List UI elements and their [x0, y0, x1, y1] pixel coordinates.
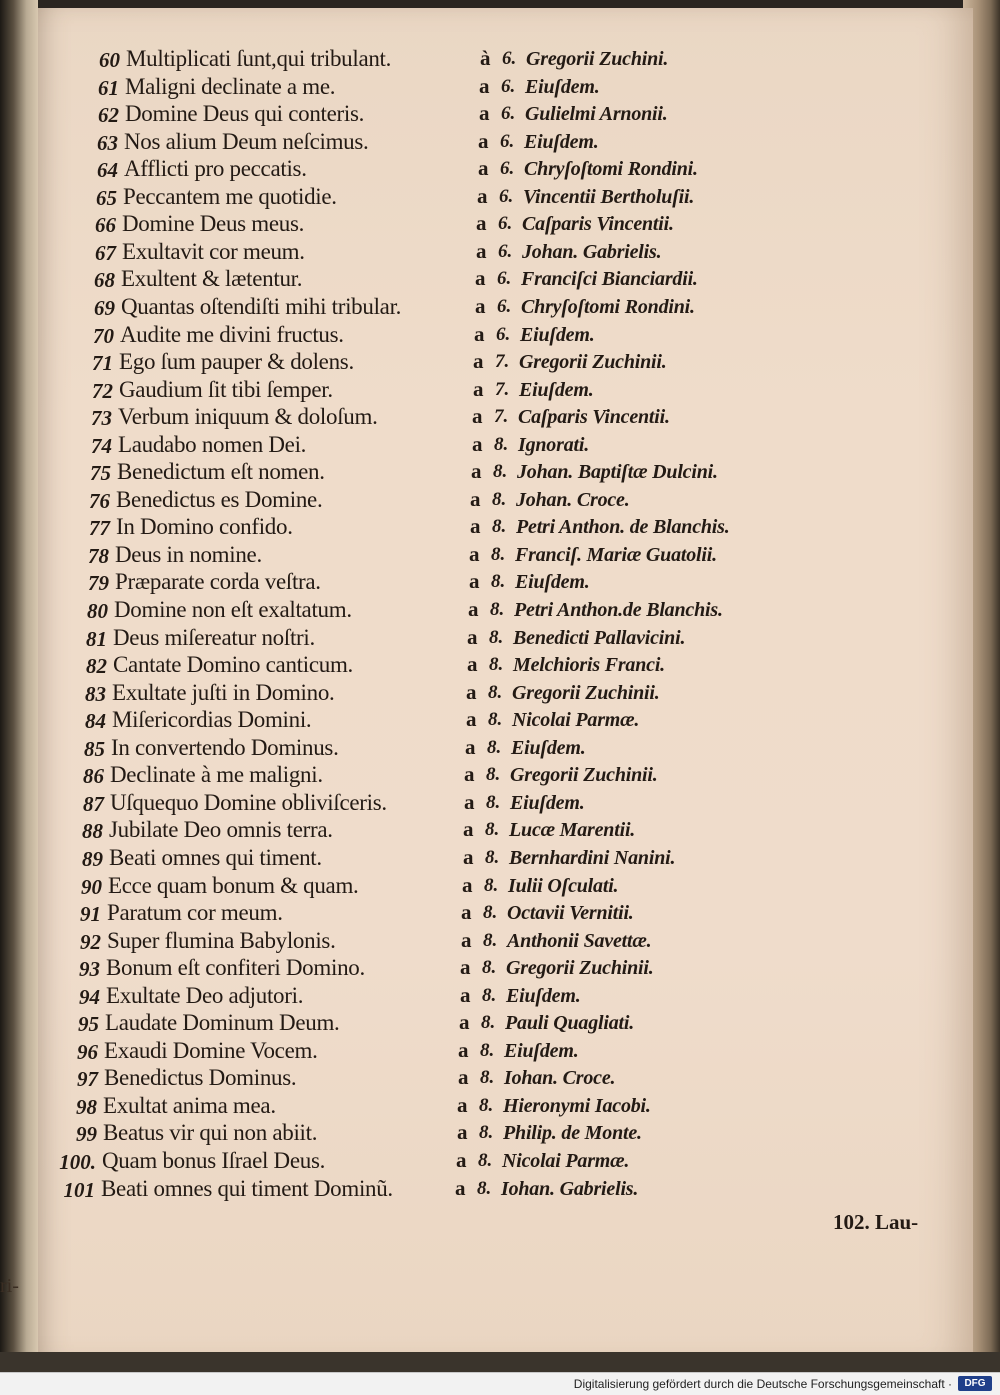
- entry-voice-prefix: a: [457, 1093, 468, 1117]
- entry-title: Beatus vir qui non abiit.: [103, 1120, 318, 1145]
- entry-title: Domine Deus meus.: [122, 211, 305, 236]
- entry-title: Quantas oſtendiſti mihi tribular.: [121, 294, 402, 319]
- index-entry: [61, 186, 821, 214]
- index-entry: [47, 847, 807, 875]
- entry-voice-prefix: a: [472, 432, 483, 456]
- entry-voice-prefix: a: [464, 762, 475, 786]
- entry-voice-prefix: a: [470, 514, 481, 538]
- entry-voice-prefix: a: [475, 266, 486, 290]
- entry-voice-count: 8.: [478, 1150, 493, 1171]
- entry-composer: Gregorii Zuchini.: [526, 48, 669, 70]
- entry-title: Exaudi Domine Vocem.: [104, 1038, 318, 1063]
- entry-composer: Petri Anthon. de Blanchis.: [516, 516, 730, 538]
- entry-number: 80: [87, 599, 108, 623]
- entry-voice-count: 8.: [484, 875, 499, 896]
- entry-number: 70: [93, 324, 114, 348]
- entry-title: Audite me divini fructus.: [120, 322, 344, 347]
- entry-number: 83: [85, 682, 106, 706]
- index-entry: [57, 351, 817, 379]
- entry-number: 73: [91, 406, 112, 430]
- entry-composer: Iulii Oſculati.: [508, 875, 619, 897]
- entry-title: Laudabo nomen Dei.: [118, 432, 307, 457]
- index-entry: [52, 599, 812, 627]
- entry-voice-count: 8.: [482, 985, 497, 1006]
- entry-voice-count: 6.: [498, 213, 513, 234]
- entry-voice-count: 6.: [498, 241, 513, 262]
- entry-number: 60: [99, 48, 120, 72]
- entry-composer: Nicolai Parmæ.: [502, 1150, 630, 1172]
- entry-composer: Gregorii Zuchinii.: [519, 351, 667, 373]
- entry-voice-count: 6.: [497, 268, 512, 289]
- entry-title: Afflicti pro peccatis.: [124, 156, 307, 181]
- entry-voice-count: 6.: [500, 158, 515, 179]
- entry-voice-prefix: a: [458, 1038, 469, 1062]
- entry-title: Præparate corda veſtra.: [115, 569, 321, 594]
- entry-title: Exultent & lætentur.: [121, 266, 303, 291]
- entry-voice-count: 8.: [481, 1012, 496, 1033]
- entry-title: Quam bonus Iſrael Deus.: [102, 1148, 326, 1173]
- entry-voice-prefix: a: [455, 1176, 466, 1200]
- scan-bottom-band: [0, 1352, 1000, 1372]
- entry-number: 97: [77, 1067, 98, 1091]
- entry-number: 62: [98, 103, 119, 127]
- entry-voice-prefix: a: [456, 1148, 467, 1172]
- entry-voice-prefix: a: [477, 184, 488, 208]
- entry-title: Ego ſum pauper & dolens.: [119, 349, 354, 374]
- entry-voice-prefix: a: [465, 735, 476, 759]
- entry-composer: Chryſoſtomi Rondini.: [521, 296, 695, 318]
- entry-number: 74: [91, 434, 112, 458]
- index-entry: [53, 571, 813, 599]
- entry-number: 75: [90, 461, 111, 485]
- entry-voice-prefix: a: [466, 707, 477, 731]
- entry-voice-count: 8.: [486, 792, 501, 813]
- index-entry: [40, 1150, 800, 1178]
- entry-voice-prefix: a: [469, 542, 480, 566]
- entry-number: 78: [88, 544, 109, 568]
- entry-composer: Gregorii Zuchinii.: [512, 682, 660, 704]
- entry-title: Nos alium Deum neſcimus.: [124, 129, 369, 154]
- entry-number: 86: [83, 764, 104, 788]
- entry-composer: Johan. Croce.: [516, 489, 630, 511]
- entry-title: Deus in nomine.: [115, 542, 262, 567]
- index-entry: [60, 213, 820, 241]
- index-entry: [59, 268, 819, 296]
- entry-voice-prefix: a: [457, 1120, 468, 1144]
- entry-title: Domine Deus qui conteris.: [125, 101, 365, 126]
- entry-voice-prefix: a: [462, 873, 473, 897]
- index-entry: [55, 461, 815, 489]
- entry-voice-count: 8.: [483, 902, 498, 923]
- index-entry: [53, 544, 813, 572]
- entry-composer: Johan. Gabrielis.: [522, 241, 662, 263]
- entry-voice-count: 7.: [495, 351, 510, 372]
- entry-title: Benedictum eſt nomen.: [117, 459, 325, 484]
- entry-voice-count: 8.: [485, 819, 500, 840]
- entry-voice-prefix: a: [471, 459, 482, 483]
- entry-voice-prefix: a: [473, 377, 484, 401]
- entry-number: 85: [84, 737, 105, 761]
- entry-voice-count: 8.: [488, 682, 503, 703]
- entry-title: Benedictus Dominus.: [104, 1065, 297, 1090]
- index-entry: [59, 296, 819, 324]
- entry-composer: Eiuſdem.: [504, 1040, 579, 1062]
- index-entry: [50, 682, 810, 710]
- entry-title: Domine non eſt exaltatum.: [114, 597, 352, 622]
- entry-composer: Pauli Quagliati.: [505, 1012, 635, 1034]
- entry-voice-prefix: a: [476, 239, 487, 263]
- index-entry: [46, 875, 806, 903]
- entry-voice-count: 8.: [494, 434, 509, 455]
- index-entry: [45, 930, 805, 958]
- entry-number: 72: [92, 379, 113, 403]
- entry-title: Cantate Domino canticum.: [113, 652, 353, 677]
- index-entry: [44, 985, 804, 1013]
- entry-voice-count: 8.: [492, 489, 507, 510]
- entry-title: Benedictus es Domine.: [116, 487, 323, 512]
- entry-composer: Franciſ. Mariæ Guatolii.: [515, 544, 717, 566]
- entry-voice-count: 8.: [485, 847, 500, 868]
- entry-number: 66: [95, 213, 116, 237]
- credit-text: Digitalisierung gefördert durch die Deutsche Forschungsgemeinschaft ·: [573, 1377, 952, 1391]
- entry-voice-prefix: a: [460, 955, 471, 979]
- index-entry: [60, 241, 820, 269]
- entry-voice-prefix: a: [474, 322, 485, 346]
- entry-voice-count: 8.: [491, 571, 506, 592]
- entry-voice-prefix: a: [468, 597, 479, 621]
- digitization-credit-bar: [0, 1372, 1000, 1395]
- entry-title: In Domino confido.: [116, 514, 293, 539]
- entry-title: Declinate à me maligni.: [110, 762, 323, 787]
- entry-voice-prefix: a: [479, 101, 490, 125]
- entry-composer: Eiuſdem.: [506, 985, 581, 1007]
- entry-number: 96: [77, 1040, 98, 1064]
- entry-voice-prefix: a: [470, 487, 481, 511]
- entry-voice-count: 8.: [479, 1095, 494, 1116]
- entry-composer: Iohan. Gabrielis.: [501, 1178, 639, 1200]
- entry-composer: Eiuſdem.: [515, 571, 590, 593]
- index-entry: [54, 489, 814, 517]
- entry-voice-prefix: a: [478, 156, 489, 180]
- entry-title: Miſericordias Domini.: [112, 707, 312, 732]
- entry-voice-count: 8.: [489, 627, 504, 648]
- entry-voice-prefix: a: [460, 983, 471, 1007]
- entry-composer: Nicolai Parmæ.: [512, 709, 640, 731]
- entry-composer: Benedicti Pallavicini.: [513, 627, 686, 649]
- index-entry: [42, 1040, 802, 1068]
- entry-number: 77: [89, 516, 110, 540]
- entry-title: Exultat anima mea.: [103, 1093, 276, 1118]
- entry-composer: Philip. de Monte.: [503, 1122, 642, 1144]
- dfg-logo: DFG: [958, 1376, 992, 1391]
- entry-voice-count: 8.: [479, 1122, 494, 1143]
- entry-composer: Vincentii Bertholuſii.: [523, 186, 695, 208]
- entry-title: Beati omnes qui timent Dominũ.: [101, 1176, 393, 1201]
- index-entry: [47, 819, 807, 847]
- entry-voice-count: 8.: [477, 1178, 492, 1199]
- entry-number: 92: [80, 930, 101, 954]
- index-entry: [41, 1095, 801, 1123]
- entry-number: 67: [95, 241, 116, 265]
- entry-voice-prefix: a: [469, 569, 480, 593]
- entry-title: Gaudium ſit tibi ſemper.: [119, 377, 333, 402]
- entry-voice-count: 8.: [491, 544, 506, 565]
- entry-voice-count: 6.: [500, 131, 515, 152]
- entry-voice-prefix: a: [475, 294, 486, 318]
- entry-voice-count: 8.: [480, 1067, 495, 1088]
- entry-title: Bonum eſt confiteri Domino.: [106, 955, 365, 980]
- index-entry: [57, 379, 817, 407]
- entry-composer: Eiuſdem.: [520, 324, 595, 346]
- adjacent-page-fragment: ri-: [0, 1275, 19, 1297]
- entry-number: 69: [94, 296, 115, 320]
- entry-number: 65: [96, 186, 117, 210]
- entry-voice-count: 7.: [494, 406, 509, 427]
- entry-voice-prefix: a: [464, 790, 475, 814]
- index-entry: [42, 1067, 802, 1095]
- entry-title: Paratum cor meum.: [107, 900, 283, 925]
- entry-voice-count: 8.: [490, 599, 505, 620]
- entry-voice-count: 8.: [488, 709, 503, 730]
- index-entry: [56, 434, 816, 462]
- entry-voice-count: 8.: [482, 957, 497, 978]
- entry-voice-count: 6.: [497, 296, 512, 317]
- entry-composer: Eiuſdem.: [524, 131, 599, 153]
- index-entry: [54, 516, 814, 544]
- entry-number: 91: [80, 902, 101, 926]
- entry-number: 71: [92, 351, 113, 375]
- entry-voice-count: 8.: [480, 1040, 495, 1061]
- entry-composer: Eiuſdem.: [511, 737, 586, 759]
- entry-title: Uſquequo Domine obliviſceris.: [110, 790, 387, 815]
- entry-composer: Petri Anthon.de Blanchis.: [514, 599, 723, 621]
- entry-voice-count: 6.: [502, 48, 517, 69]
- index-entry: [62, 158, 822, 186]
- index-entry: [41, 1122, 801, 1150]
- entry-title: Jubilate Deo omnis terra.: [109, 817, 333, 842]
- entry-title: Maligni declinate a me.: [125, 74, 336, 99]
- entry-title: Multiplicati ſunt,qui tribulant.: [126, 46, 392, 71]
- entry-number: 94: [79, 985, 100, 1009]
- entry-composer: Chryſoſtomi Rondini.: [524, 158, 698, 180]
- entry-voice-prefix: a: [473, 349, 484, 373]
- entry-composer: Eiuſdem.: [519, 379, 594, 401]
- entry-voice-count: 8.: [493, 461, 508, 482]
- index-entry: [56, 406, 816, 434]
- catchword: 102. Lau-: [833, 1210, 919, 1234]
- entry-composer: Octavii Vernitii.: [507, 902, 634, 924]
- index-entry: [50, 709, 810, 737]
- entry-title: Beati omnes qui timent.: [109, 845, 322, 870]
- entry-voice-count: 8.: [486, 764, 501, 785]
- index-entry: [43, 1012, 803, 1040]
- entry-title: Laudate Dominum Deum.: [105, 1010, 340, 1035]
- entry-composer: Eiuſdem.: [510, 792, 585, 814]
- index-entry: [49, 737, 809, 765]
- entry-composer: Gregorii Zuchinii.: [510, 764, 658, 786]
- entry-voice-count: 8.: [492, 516, 507, 537]
- entry-number: 88: [82, 819, 103, 843]
- entry-composer: Lucæ Marentii.: [509, 819, 636, 841]
- entry-number: 63: [97, 131, 118, 155]
- entry-title: Deus miſereatur noſtri.: [113, 625, 315, 650]
- entry-composer: Bernhardini Nanini.: [509, 847, 676, 869]
- entry-number: 64: [97, 158, 118, 182]
- entry-composer: Hieronymi Iacobi.: [503, 1095, 651, 1117]
- index-entry: [44, 957, 804, 985]
- entry-voice-count: 8.: [483, 930, 498, 951]
- entry-number: 81: [86, 627, 107, 651]
- entry-voice-prefix: a: [463, 845, 474, 869]
- entry-title: Ecce quam bonum & quam.: [108, 873, 359, 898]
- entry-number: 99: [76, 1122, 97, 1146]
- entry-voice-count: 6.: [499, 186, 514, 207]
- entry-number: 93: [79, 957, 100, 981]
- entry-composer: Ignorati.: [518, 434, 590, 456]
- entry-composer: Gulielmi Arnonii.: [525, 103, 668, 125]
- entry-voice-count: 7.: [495, 379, 510, 400]
- entry-voice-prefix: a: [459, 1010, 470, 1034]
- index-entry: [62, 131, 822, 159]
- entry-title: In convertendo Dominus.: [111, 735, 339, 760]
- entry-voice-prefix: a: [479, 74, 490, 98]
- index-entry: [45, 902, 805, 930]
- entry-number: 100.: [59, 1150, 96, 1174]
- entry-voice-count: 6.: [501, 103, 516, 124]
- entry-composer: Iohan. Croce.: [504, 1067, 616, 1089]
- entry-composer: Eiuſdem.: [525, 76, 600, 98]
- entry-number: 95: [78, 1012, 99, 1036]
- entry-number: 82: [86, 654, 107, 678]
- entry-title: Super flumina Babylonis.: [107, 928, 336, 953]
- entry-number: 98: [76, 1095, 97, 1119]
- entry-composer: Anthonii Savettæ.: [507, 930, 652, 952]
- entry-number: 89: [82, 847, 103, 871]
- index-entry: [48, 764, 808, 792]
- entry-composer: Caſparis Vincentii.: [518, 406, 670, 428]
- index-entry: [58, 324, 818, 352]
- entry-voice-count: 6.: [496, 324, 511, 345]
- entry-number: 68: [94, 268, 115, 292]
- entry-number: 79: [88, 571, 109, 595]
- entry-voice-count: 8.: [489, 654, 504, 675]
- entry-composer: Gregorii Zuchinii.: [506, 957, 654, 979]
- entry-voice-prefix: a: [476, 211, 487, 235]
- entry-number: 61: [98, 76, 119, 100]
- entry-voice-prefix: a: [478, 129, 489, 153]
- index-entry: [51, 654, 811, 682]
- entry-number: 101: [63, 1178, 95, 1202]
- entry-voice-prefix: a: [458, 1065, 469, 1089]
- entry-voice-count: 8.: [487, 737, 502, 758]
- entry-number: 84: [85, 709, 106, 733]
- entry-voice-prefix: a: [472, 404, 483, 428]
- entry-composer: Franciſci Bianciardii.: [521, 268, 698, 290]
- entry-voice-prefix: a: [461, 928, 472, 952]
- entry-composer: Johan. Baptiſtæ Dulcini.: [517, 461, 718, 483]
- entry-number: 87: [83, 792, 104, 816]
- entry-title: Exultate Deo adjutori.: [106, 983, 304, 1008]
- entry-title: Exultate juſti in Domino.: [112, 680, 335, 705]
- entry-title: Peccantem me quotidie.: [123, 184, 337, 209]
- index-entry: [39, 1178, 799, 1206]
- entry-voice-prefix: a: [467, 625, 478, 649]
- index-entry: [63, 76, 823, 104]
- entry-title: Verbum iniquum & doloſum.: [118, 404, 378, 429]
- entry-voice-prefix: a: [466, 680, 477, 704]
- entry-number: 90: [81, 875, 102, 899]
- entry-title: Exultavit cor meum.: [122, 239, 305, 264]
- entry-voice-prefix: a: [467, 652, 478, 676]
- entry-composer: Caſparis Vincentii.: [522, 213, 674, 235]
- entry-voice-prefix: à: [480, 46, 491, 70]
- entry-voice-prefix: a: [463, 817, 474, 841]
- entry-voice-count: 6.: [501, 76, 516, 97]
- index-entry: [48, 792, 808, 820]
- index-entry: [64, 48, 824, 76]
- entry-composer: Melchioris Franci.: [513, 654, 665, 676]
- index-entry: [51, 627, 811, 655]
- entry-number: 76: [89, 489, 110, 513]
- entry-voice-prefix: a: [461, 900, 472, 924]
- index-entry: [63, 103, 823, 131]
